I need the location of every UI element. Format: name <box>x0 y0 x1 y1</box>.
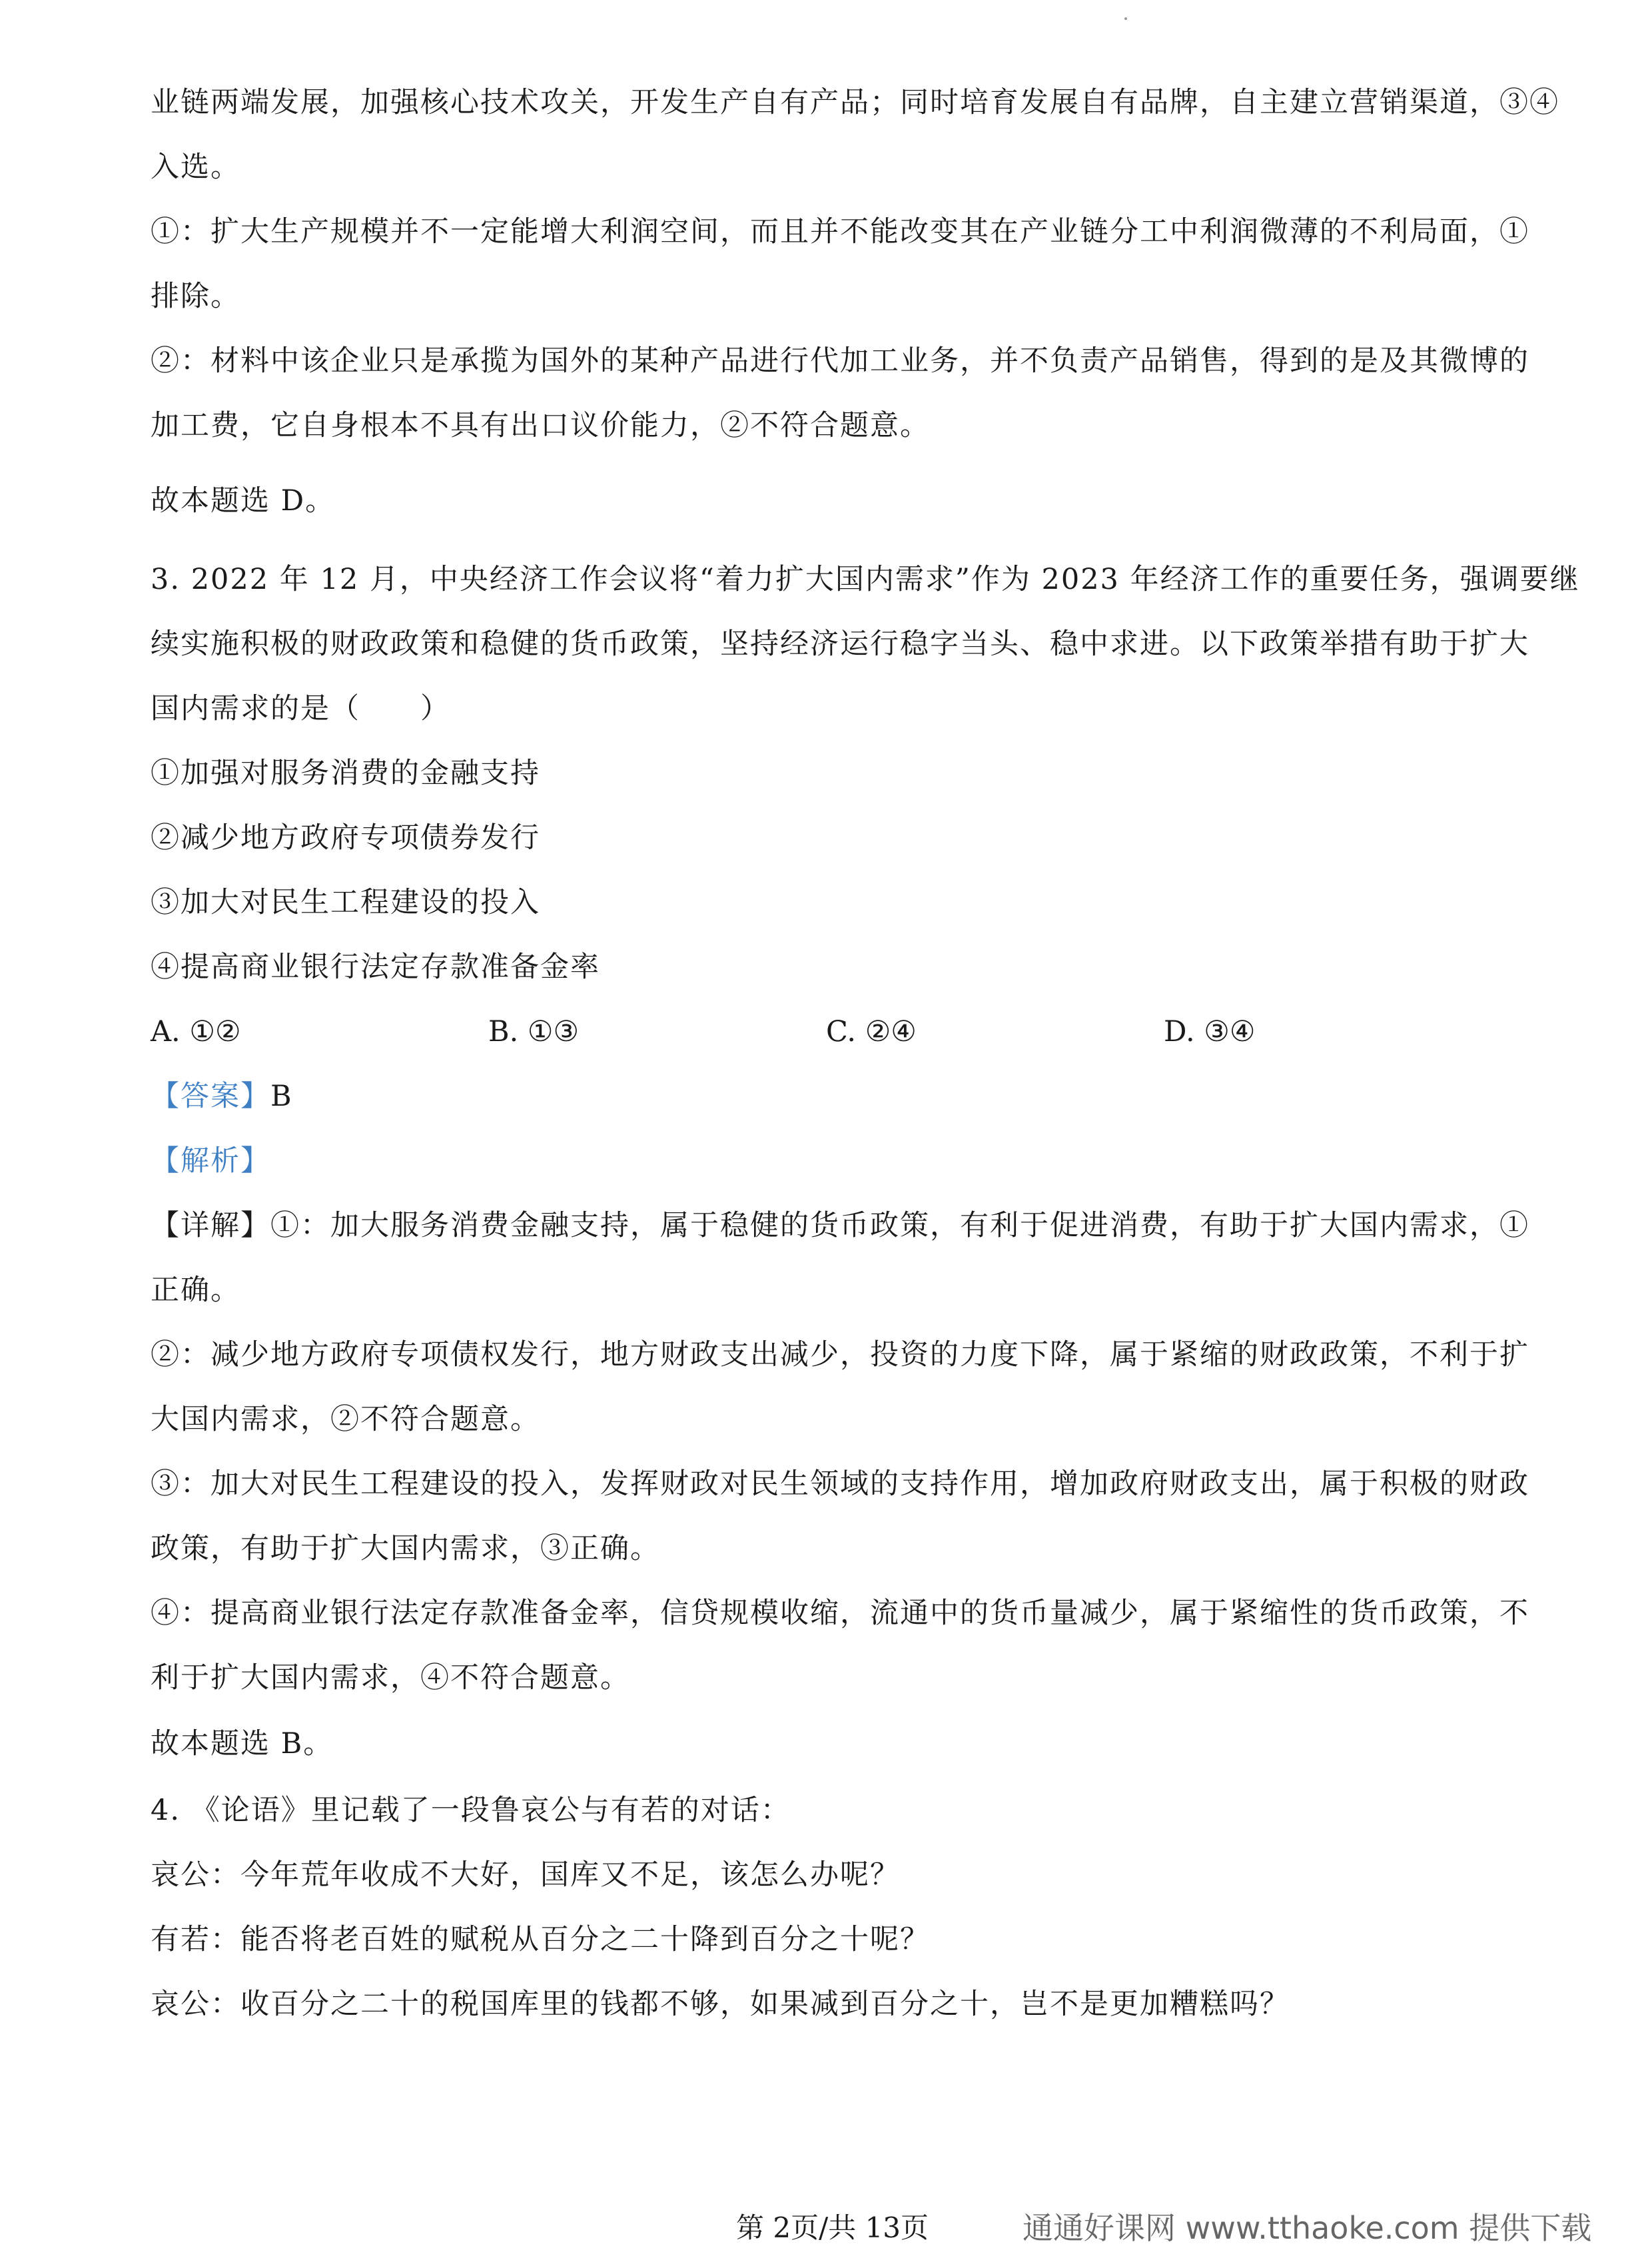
detail-line: ②：减少地方政府专项债权发行，地方财政支出减少，投资的力度下降，属于紧缩的财政政策，不利于扩 <box>151 1338 1529 1371</box>
question-3-item: ①加强对服务消费的金融支持 <box>151 757 540 790</box>
analysis-label: 【解析】 <box>151 1144 270 1178</box>
detail-line: ③：加大对民生工程建设的投入，发挥财政对民生领域的支持作用，增加政府财政支出，属于积极的财政 <box>151 1467 1529 1501</box>
detail-line: 政策，有助于扩大国内需求，③正确。 <box>151 1532 660 1565</box>
option-d: D. ③④ <box>1164 1015 1256 1048</box>
answer-label: 【答案】 <box>151 1080 270 1113</box>
detail-line: 故本题选 B。 <box>151 1727 334 1760</box>
text-line: 入选。 <box>151 151 240 184</box>
text-line: 业链两端发展，加强核心技术攻关，开发生产自有产品；同时培育发展自有品牌，自主建立营销渠道，③④ <box>151 86 1559 119</box>
text-line: ①：扩大生产规模并不一定能增大利润空间，而且并不能改变其在产业链分工中利润微薄的不利局面，① <box>151 215 1529 248</box>
answer-value: B <box>270 1080 293 1113</box>
question-3-stem: 续实施积极的财政政策和稳健的货币政策，坚持经济运行稳字当头、稳中求进。以下政策举措有助于扩大 <box>151 627 1529 661</box>
text-line: 排除。 <box>151 280 240 313</box>
source-watermark: 通通好课网 www.tthaoke.com 提供下载 <box>1023 2210 1592 2246</box>
detail-label: 【详解】 <box>151 1209 270 1242</box>
text-line: 加工费，它自身根本不具有出口议价能力，②不符合题意。 <box>151 409 930 442</box>
page-number: 第 2页/共 13页 <box>736 2211 929 2244</box>
dialogue-line: 哀公：收百分之二十的税国库里的钱都不够，如果减到百分之十，岂不是更加糟糕吗？ <box>151 1988 1290 2021</box>
detail-line: 正确。 <box>151 1274 240 1307</box>
option-a: A. ①② <box>151 1015 241 1048</box>
detail-line: ④：提高商业银行法定存款准备金率，信贷规模收缩，流通中的货币量减少，属于紧缩性的货币政策，不 <box>151 1597 1529 1630</box>
detail-text: ①：加大服务消费金融支持，属于稳健的货币政策，有利于促进消费，有助于扩大国内需求，① <box>270 1209 1529 1242</box>
detail-line: 利于扩大国内需求，④不符合题意。 <box>151 1661 630 1695</box>
dialogue-line: 有若：能否将老百姓的赋税从百分之二十降到百分之十呢？ <box>151 1923 930 1956</box>
option-b: B. ①③ <box>488 1015 580 1048</box>
question-3-item: ④提高商业银行法定存款准备金率 <box>151 950 600 984</box>
question-3-stem: 3. 2022 年 12 月，中央经济工作会议将“着力扩大国内需求”作为 2023 年经济工作的重要任务，强调要继 <box>151 563 1580 596</box>
answer-line <box>151 1076 1503 1116</box>
question-3-stem: 国内需求的是（ ） <box>151 692 450 725</box>
text-line: 故本题选 D。 <box>151 484 336 518</box>
option-c: C. ②④ <box>826 1015 917 1048</box>
question-3-item: ③加大对民生工程建设的投入 <box>151 886 540 919</box>
detail-line <box>151 1206 1529 1246</box>
detail-line: 大国内需求，②不符合题意。 <box>151 1403 540 1436</box>
text-line: ②：材料中该企业只是承揽为国外的某种产品进行代加工业务，并不负责产品销售，得到的是及其微博的 <box>151 344 1529 378</box>
question-4-stem: 4. 《论语》里记载了一段鲁哀公与有若的对话： <box>151 1794 791 1827</box>
dialogue-line: 哀公：今年荒年收成不大好，国库又不足，该怎么办呢？ <box>151 1858 900 1892</box>
question-3-item: ②减少地方政府专项债券发行 <box>151 821 540 855</box>
scan-speck <box>1124 17 1127 20</box>
